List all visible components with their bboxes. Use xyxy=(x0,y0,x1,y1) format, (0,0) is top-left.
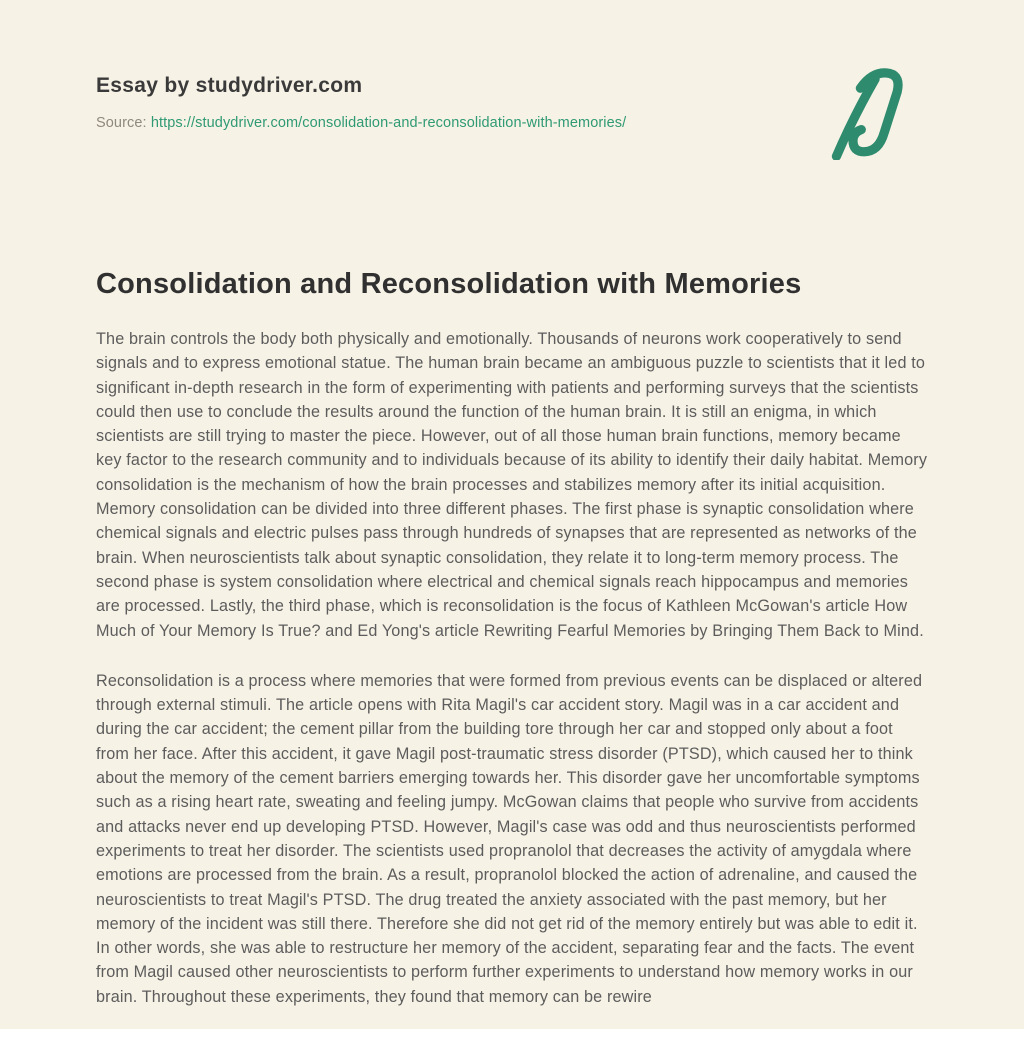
source-label: Source: xyxy=(96,115,147,131)
essay-title: Consolidation and Reconsolidation with Memories xyxy=(96,268,802,300)
essay-paragraph-1: The brain controls the body both physically and emotionally. Thousands of neurons work cooperatively to send signals and to express emotional statue. The human brain became an ambiguous puzzle to scientists that it led to significant in-depth research in the form of experimenting with patients and performing surveys that the scientists could then use to conclude the results around the function of the human brain. It is still an enigma, in which scientists are still trying to master the piece. However, out of all those human brain functions, memory became key factor to the research community and to individuals because of its ability to identify their daily habitat. Memory consolidation is the mechanism of how the brain processes and stabilizes memory after its initial acquisition. Memory consolidation can be divided into three different phases. The first phase is synaptic consolidation where chemical signals and electric pulses pass through hundreds of synapses that are represented as networks of the brain. When neuroscientists talk about synaptic consolidation, they relate it to long-term memory process. The second phase is system consolidation where electrical and chemical signals reach hippocampus and memories are processed. Lastly, the third phase, which is reconsolidation is the focus of Kathleen McGowan's article How Much of Your Memory Is True? and Ed Yong's article Rewriting Fearful Memories by Bringing Them Back to Mind. xyxy=(96,330,928,640)
essay-paragraph-2: Reconsolidation is a process where memories that were formed from previous events can be displaced or altered through external stimuli. The article opens with Rita Magil's car accident story. Magil was in a car accident and during the car accident; the cement pillar from the building tore through her car and stopped only about a foot from her face. After this accident, it gave Magil post-traumatic stress disorder (PTSD), which caused her to think about the memory of the cement barriers emerging towards her. This disorder gave her uncomfortable symptoms such as a rising heart rate, sweating and feeling jumpy. McGowan claims that people who survive from accidents and attacks never end up developing PTSD. However, Magil's case was odd and thus neuroscientists performed experiments to treat her disorder. The scientists used propranolol that decreases the activity of amygdala where emotions are processed from the brain. As a result, propranolol blocked the action of adrenaline, and caused the neuroscientists to treat Magil's PTSD. The drug treated the anxiety associated with the past memory, but her memory of the incident was still there. Therefore she did not get rid of the memory entirely but was able to edit it. In other words, she was able to restructure her memory of the accident, separating fear and the facts. The event from Magil caused other neuroscientists to perform further experiments to understand how memory works in our brain. Throughout these experiments, they found that memory can be rewire xyxy=(96,671,923,1006)
header-text xyxy=(96,74,626,131)
source-line xyxy=(96,115,626,131)
page-bottom-edge xyxy=(0,1029,1024,1042)
studydriver-logo-icon xyxy=(824,68,928,160)
source-url-link[interactable]: https://studydriver.com/consolidation-and-reconsolidation-with-memories/ xyxy=(150,115,627,131)
header xyxy=(96,74,928,160)
byline: Essay by studydriver.com xyxy=(96,74,363,97)
